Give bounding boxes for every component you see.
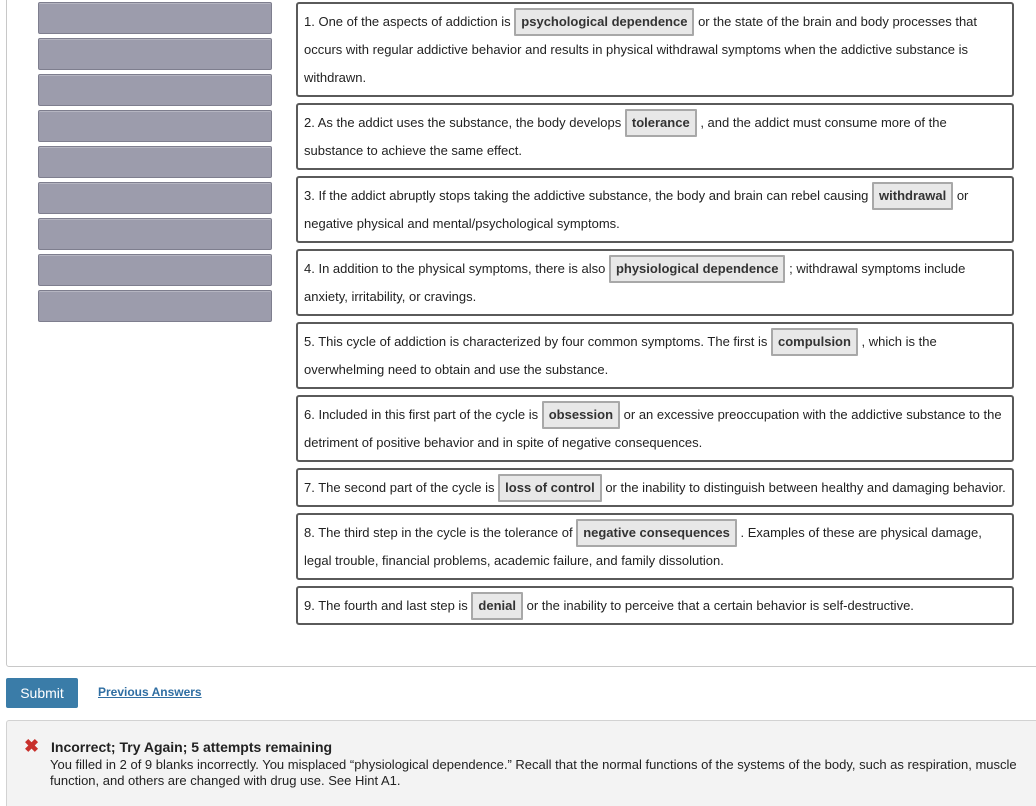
answer-blank[interactable]: withdrawal xyxy=(872,182,953,210)
question-9 xyxy=(296,586,1014,625)
answer-blank[interactable]: physiological dependence xyxy=(609,255,786,283)
question-list xyxy=(296,2,1014,631)
question-text-after: ; withdrawal symptoms include anxiety, irritability, or cravings. xyxy=(304,261,966,304)
question-3 xyxy=(296,176,1014,243)
answer-blank[interactable]: negative consequences xyxy=(576,519,737,547)
feedback-box xyxy=(6,720,1036,806)
question-text-after: or an excessive preoccupation with the addictive substance to the detriment of positive behavior and in spite of negative consequences. xyxy=(304,407,1002,450)
question-8 xyxy=(296,513,1014,580)
question-text-before: 6. Included in this first part of the cycle is xyxy=(304,407,542,422)
answer-bank-slot[interactable] xyxy=(38,254,272,286)
answer-blank[interactable]: compulsion xyxy=(771,328,858,356)
question-text-before: 9. The fourth and last step is xyxy=(304,598,472,613)
answer-bank-slot[interactable] xyxy=(38,38,272,70)
question-6 xyxy=(296,395,1014,462)
question-text-before: 5. This cycle of addiction is characterized by four common symptoms. The first is xyxy=(304,334,771,349)
answer-blank[interactable]: psychological dependence xyxy=(514,8,694,36)
submit-button[interactable]: Submit xyxy=(6,678,78,708)
answer-bank-slot[interactable] xyxy=(38,146,272,178)
question-2 xyxy=(296,103,1014,170)
question-text-after: , which is the overwhelming need to obtain and use the substance. xyxy=(304,334,937,377)
answer-bank-slot[interactable] xyxy=(38,2,272,34)
x-icon: ✖ xyxy=(24,736,40,756)
answer-blank[interactable]: obsession xyxy=(542,401,620,429)
question-text-after: , and the addict must consume more of the substance to achieve the same effect. xyxy=(304,115,947,158)
question-7 xyxy=(296,468,1014,507)
feedback-title: Incorrect; Try Again; 5 attempts remaining xyxy=(51,739,333,755)
answer-bank-slot[interactable] xyxy=(38,110,272,142)
question-text-after: or negative physical and mental/psychological symptoms. xyxy=(304,188,969,231)
answer-blank[interactable]: tolerance xyxy=(625,109,697,137)
question-text-before: 7. The second part of the cycle is xyxy=(304,480,499,495)
question-4 xyxy=(296,249,1014,316)
answer-bank-slot[interactable] xyxy=(38,74,272,106)
question-text-after: or the inability to perceive that a certain behavior is self-destructive. xyxy=(523,598,914,613)
question-text-before: 2. As the addict uses the substance, the body develops xyxy=(304,115,625,130)
question-text-before: 3. If the addict abruptly stops taking the addictive substance, the body and brain can rebel causing xyxy=(304,188,873,203)
answer-bank-slot[interactable] xyxy=(38,218,272,250)
question-5 xyxy=(296,322,1014,389)
question-text-before: 1. One of the aspects of addiction is xyxy=(304,14,515,29)
question-text-after: or the inability to distinguish between healthy and damaging behavior. xyxy=(601,480,1006,495)
question-1 xyxy=(296,2,1014,97)
feedback-message: You filled in 2 of 9 blanks incorrectly. You misplaced “physiological dependence.” Recall that the normal functions of the systems of the body, such as respiration, muscle function, and others are changed with drug use. See Hint A1. xyxy=(50,757,1017,788)
answer-blank[interactable]: loss of control xyxy=(498,474,602,502)
answer-bank-slot[interactable] xyxy=(38,182,272,214)
question-text-before: 4. In addition to the physical symptoms, there is also xyxy=(304,261,609,276)
question-text-after: . Examples of these are physical damage, legal trouble, financial problems, academic failure, and family dissolution. xyxy=(304,525,982,568)
question-text-after: or the state of the brain and body processes that occurs with regular addictive behavior and results in physical withdrawal symptoms when the addictive substance is withdrawn. xyxy=(304,14,978,85)
answer-blank[interactable]: denial xyxy=(471,592,523,620)
question-text-before: 8. The third step in the cycle is the tolerance of xyxy=(304,525,577,540)
answer-bank-slot[interactable] xyxy=(38,290,272,322)
previous-answers-link[interactable]: Previous Answers xyxy=(98,685,202,699)
answer-bank xyxy=(38,2,272,326)
